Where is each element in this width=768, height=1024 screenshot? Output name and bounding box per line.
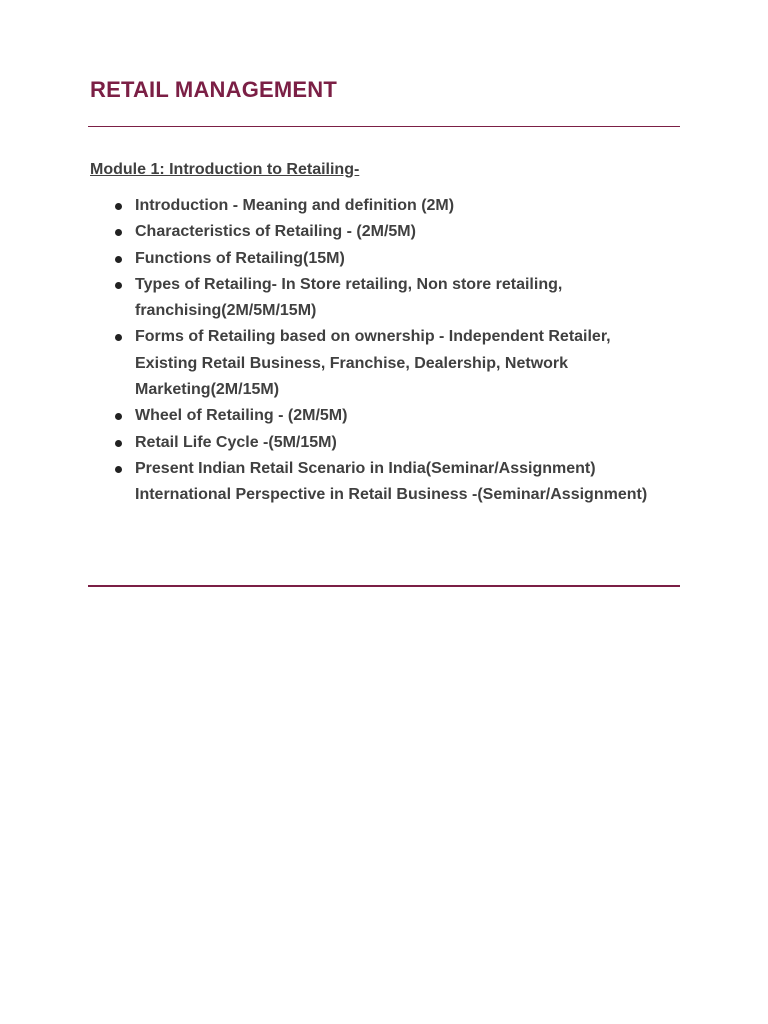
top-divider [88, 126, 680, 127]
bullet-icon [115, 466, 122, 473]
topic-item [90, 324, 680, 403]
topic-line: Types of Retailing- In Store retailing, Non store retailing, [135, 275, 563, 293]
topic-item [90, 193, 680, 219]
topic-item [90, 246, 680, 272]
bullet-icon [115, 256, 122, 263]
topic-line: Retail Life Cycle -(5M/15M) [135, 433, 337, 451]
topic-line: Forms of Retailing based on ownership - Independent Retailer, [135, 328, 611, 346]
topic-item [90, 219, 680, 245]
bullet-icon [115, 282, 122, 289]
topic-item [90, 403, 680, 429]
topic-line: Existing Retail Business, Franchise, Dealership, Network [135, 354, 569, 372]
bullet-icon [115, 413, 122, 420]
topic-line: Marketing(2M/15M) [135, 381, 280, 399]
topic-item [90, 456, 680, 509]
module-heading: Module 1: Introduction to Retailing- [90, 161, 360, 178]
bottom-divider [88, 585, 680, 587]
bullet-icon [115, 440, 122, 447]
bullet-icon [115, 229, 122, 236]
document-title: RETAIL MANAGEMENT [90, 77, 338, 102]
topic-line: International Perspective in Retail Business -(Seminar/Assignment) [135, 486, 648, 504]
bullet-icon [115, 203, 122, 210]
topic-line: Present Indian Retail Scenario in India(Seminar/Assignment) [135, 459, 596, 477]
bullet-icon [115, 334, 122, 341]
topic-list [90, 193, 680, 509]
topic-line: franchising(2M/5M/15M) [135, 302, 317, 320]
topic-line: Functions of Retailing(15M) [135, 249, 345, 267]
topic-item [90, 272, 680, 325]
topic-line: Characteristics of Retailing - (2M/5M) [135, 223, 416, 241]
topic-line: Wheel of Retailing - (2M/5M) [135, 407, 348, 425]
topic-line: Introduction - Meaning and definition (2M) [135, 197, 455, 214]
topic-item [90, 430, 680, 456]
